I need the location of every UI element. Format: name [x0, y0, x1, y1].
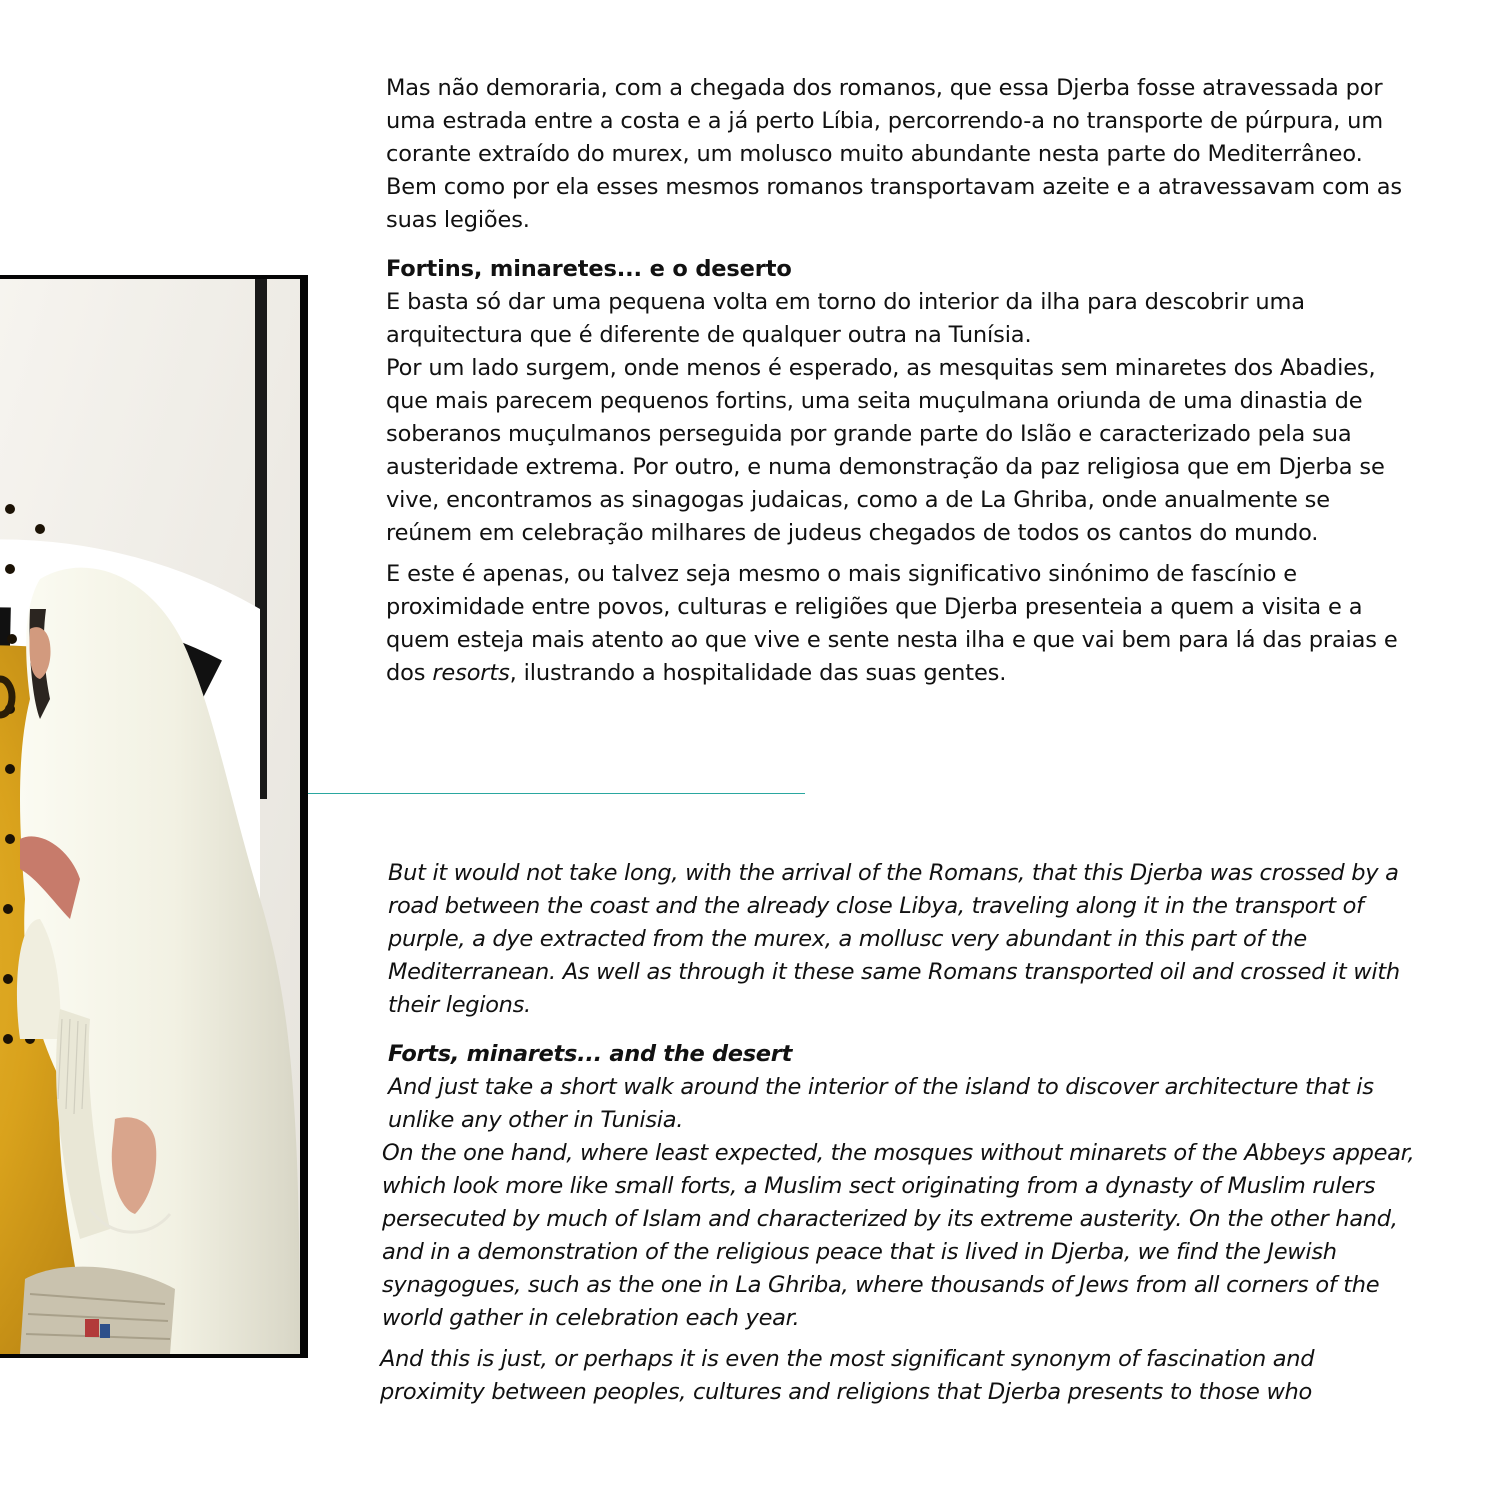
pt-paragraph-3-resorts: resorts [432, 660, 510, 686]
photo-veiled-woman-at-door [0, 279, 300, 1354]
en-intro-paragraph: But it would not take long, with the arrival of the Romans, that this Djerba was crossed by a road between the coast and the already close Libya, traveling along it in the transport of purple, a dye extracted from the murex, a mollusc very abundant in this part of the Mediterranean. As well as through it these same Romans transported oil and crossed it with their legions. [388, 860, 1400, 1018]
portuguese-text-section [386, 72, 1416, 690]
pt-intro-paragraph: Mas não demoraria, com a chegada dos romanos, que essa Djerba fosse atravessada por uma estrada entre a costa e a já perto Líbia, percorrendo-a no transporte de púrpura, um corante extraído do murex, um molusco muito abundante nesta parte do Mediterrâneo. Bem como por ela esses mesmos romanos transportavam azeite e a atravessavam com as suas legiões. [386, 75, 1402, 233]
pt-paragraph-3-end: , ilustrando a hospitalidade das suas gentes. [509, 660, 1007, 686]
pt-paragraph-2: Por um lado surgem, onde menos é esperado, as mesquitas sem minaretes dos Abadies, que mais parecem pequenos fortins, uma seita muçulmana oriunda de uma dinastia de soberanos muçulmanos perseguida por grande parte do Islão e caracterizado pela sua austeridade extrema. Por outro, e numa demonstração da paz religiosa que em Djerba se vive, encontramos as sinagogas judaicas, como a de La Ghriba, onde anualmente se reúnem em celebração milhares de judeus chegados de todos os cantos do mundo. [386, 355, 1385, 546]
photo-illustration [0, 279, 300, 1354]
pt-section-heading: Fortins, minaretes... e o deserto [386, 256, 792, 282]
pt-paragraph-1: E basta só dar uma pequena volta em torno do interior da ilha para descobrir uma arquitectura que é diferente de qualquer outra na Tunísia. [386, 289, 1305, 348]
section-divider [308, 793, 805, 794]
en-section-heading: Forts, minarets... and the desert [388, 1041, 793, 1067]
en-paragraph-1: And just take a short walk around the interior of the island to discover architecture that is unlike any other in Tunisia. [388, 1074, 1374, 1133]
pt-paragraph-3 [386, 558, 1416, 690]
en-paragraph-2: On the one hand, where least expected, the mosques without minarets of the Abbeys appear, which look more like small forts, a Muslim sect originating from a dynasty of Muslim rulers persecuted by much of Islam and characterized by its extreme austerity. On the other hand, and in a demonstration of the religious peace that is lived in Djerba, we find the Jewish synagogues, such as the one in La Ghriba, where thousands of Jews from all corners of the world gather in celebration each year. [382, 1140, 1415, 1331]
photo-frame [0, 275, 308, 1358]
en-paragraph-3: And this is just, or perhaps it is even the most significant synonym of fascination and proximity between peoples, cultures and religions that Djerba presents to those who [380, 1346, 1315, 1405]
english-text-section [380, 857, 1416, 1409]
pt-paragraph-3-start: E este é apenas, ou talvez seja mesmo o mais significativo sinónimo de fascínio e proximidade entre povos, culturas e religiões que Djerba presenteia a quem a visita e a quem esteja mais atento ao que vive e sente nesta ilha e que vai bem para lá das praias e dos [386, 561, 1398, 686]
